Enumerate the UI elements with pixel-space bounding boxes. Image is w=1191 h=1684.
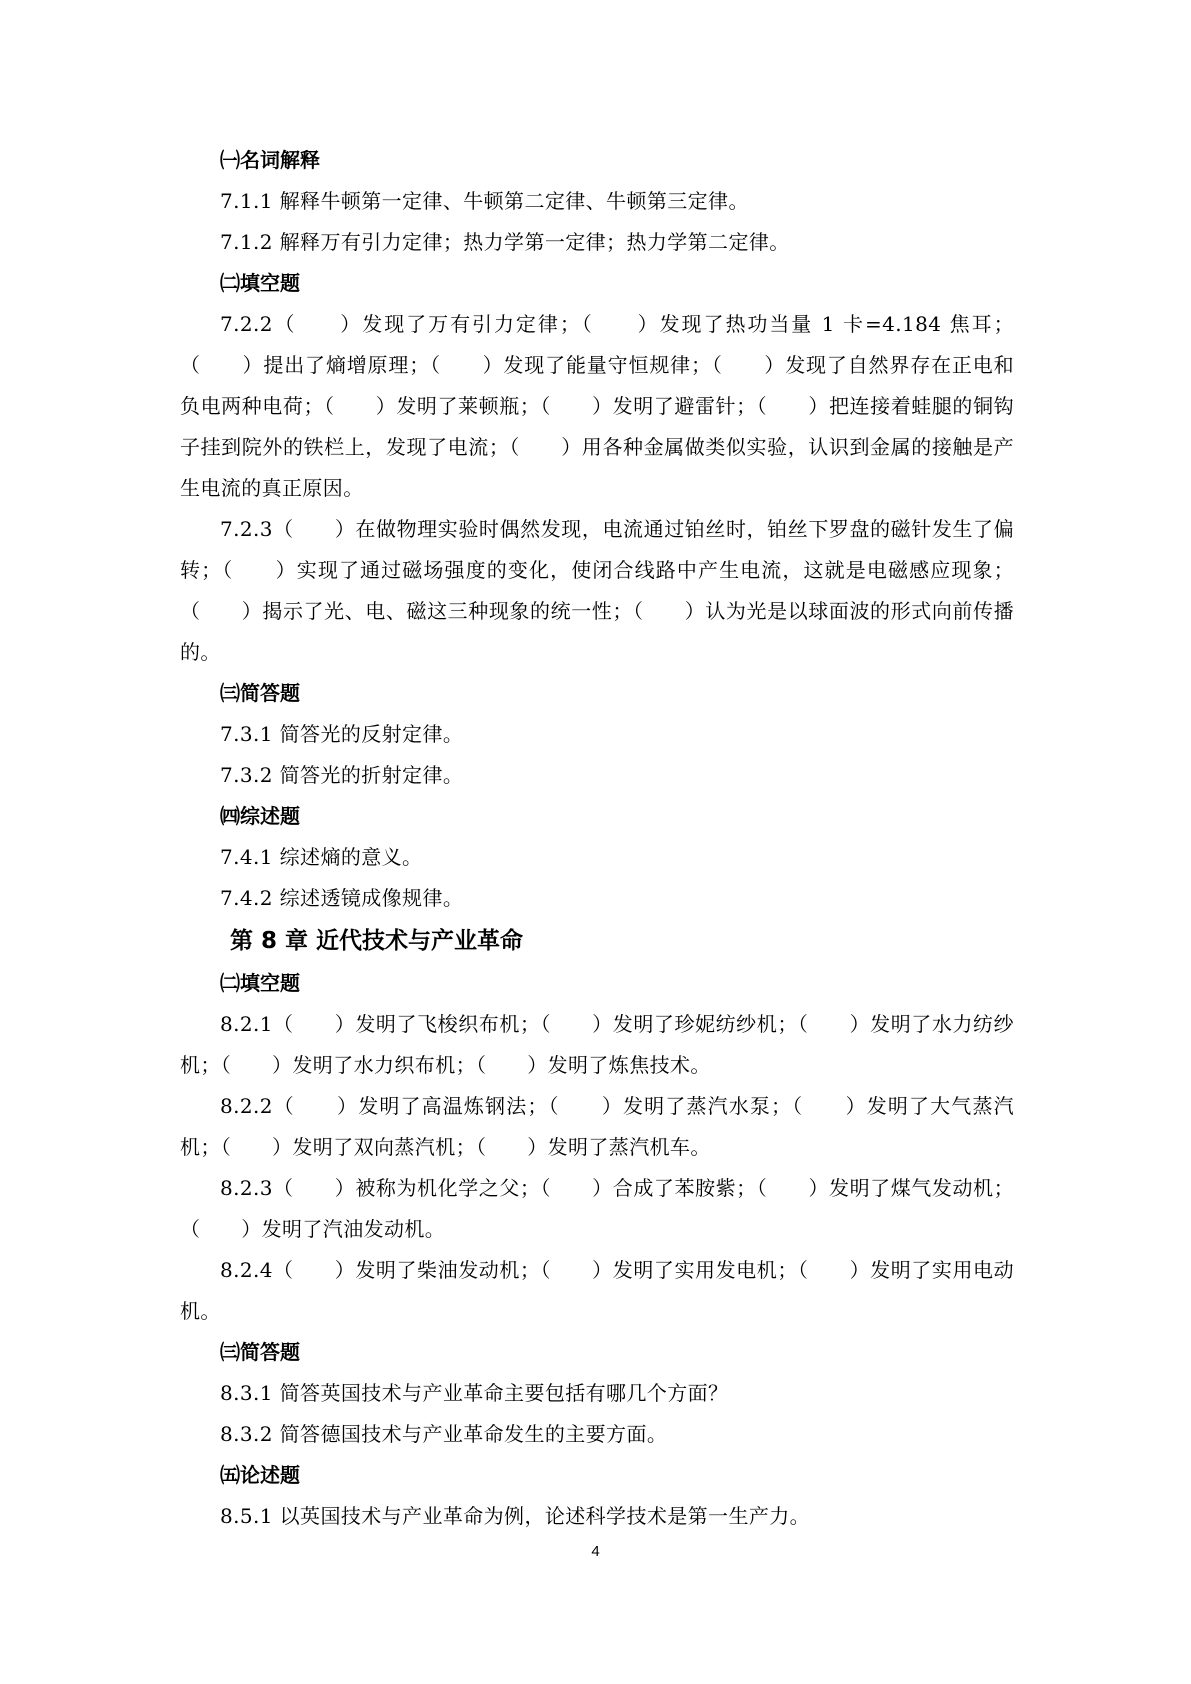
section-heading-summary: ㈣综述题 <box>220 804 300 828</box>
section-heading-fill-blank: ㈡填空题 <box>220 271 300 295</box>
document-page <box>180 140 1014 1537</box>
question-8-5-1: 8.5.1 以英国技术与产业革命为例，论述科学技术是第一生产力。 <box>220 1504 811 1528</box>
section-heading-short-answer: ㈢简答题 <box>220 681 300 705</box>
question-7-1-2: 7.1.2 解释万有引力定律；热力学第一定律；热力学第二定律。 <box>220 230 790 254</box>
section-heading-short-answer-ch8: ㈢简答题 <box>220 1340 300 1364</box>
question-7-1-1: 7.1.1 解释牛顿第一定律、牛顿第二定律、牛顿第三定律。 <box>220 189 749 213</box>
question-8-2-1: 8.2.1（ ）发明了飞梭织布机；（ ）发明了珍妮纺纱机；（ ）发明了水力纺纱机；（ ）发明了水力织布机；（ ）发明了炼焦技术。 <box>180 1012 1014 1077</box>
question-7-3-2: 7.3.2 简答光的折射定律。 <box>220 763 464 787</box>
question-7-2-3: 7.2.3（ ）在做物理实验时偶然发现，电流通过铂丝时，铂丝下罗盘的磁针发生了偏转；（ ）实现了通过磁场强度的变化，使闭合线路中产生电流，这就是电磁感应现象；（ ）揭示了光、电、磁这三种现象的统一性；（ ）认为光是以球面波的形式向前传播的。 <box>180 517 1014 664</box>
section-heading-essay: ㈤论述题 <box>220 1463 300 1487</box>
question-7-4-2: 7.4.2 综述透镜成像规律。 <box>220 886 464 910</box>
question-7-3-1: 7.3.1 简答光的反射定律。 <box>220 722 464 746</box>
question-7-4-1: 7.4.1 综述熵的意义。 <box>220 845 423 869</box>
question-8-3-1: 8.3.1 简答英国技术与产业革命主要包括有哪几个方面？ <box>220 1381 729 1405</box>
chapter-8-title: 第 8 章 近代技术与产业革命 <box>230 928 524 954</box>
question-8-3-2: 8.3.2 简答德国技术与产业革命发生的主要方面。 <box>220 1422 668 1446</box>
page-number: 4 <box>591 1543 600 1560</box>
section-heading-fill-blank-ch8: ㈡填空题 <box>220 971 300 995</box>
section-heading-noun-explanation: ㈠名词解释 <box>220 148 320 172</box>
question-8-2-3: 8.2.3（ ）被称为机化学之父；（ ）合成了苯胺紫；（ ）发明了煤气发动机；（ ）发明了汽油发动机。 <box>180 1176 1014 1241</box>
question-8-2-2: 8.2.2（ ）发明了高温炼钢法；（ ）发明了蒸汽水泵；（ ）发明了大气蒸汽机；（ ）发明了双向蒸汽机；（ ）发明了蒸汽机车。 <box>180 1094 1014 1159</box>
question-7-2-2: 7.2.2（ ）发现了万有引力定律；（ ）发现了热功当量 1 卡=4.184 焦耳；（ ）提出了熵增原理；（ ）发现了能量守恒规律；（ ）发现了自然界存在正电和负电两种电荷；（ ）发明了莱顿瓶；（ ）发明了避雷针；（ ）把连接着蛙腿的铜钩子挂到院外的铁栏上，发现了电流；（ ）用各种金属做类似实验，认识到金属的接触是产生电流的真正原因。 <box>180 312 1014 500</box>
question-8-2-4: 8.2.4（ ）发明了柴油发动机；（ ）发明了实用发电机；（ ）发明了实用电动机。 <box>180 1258 1014 1323</box>
